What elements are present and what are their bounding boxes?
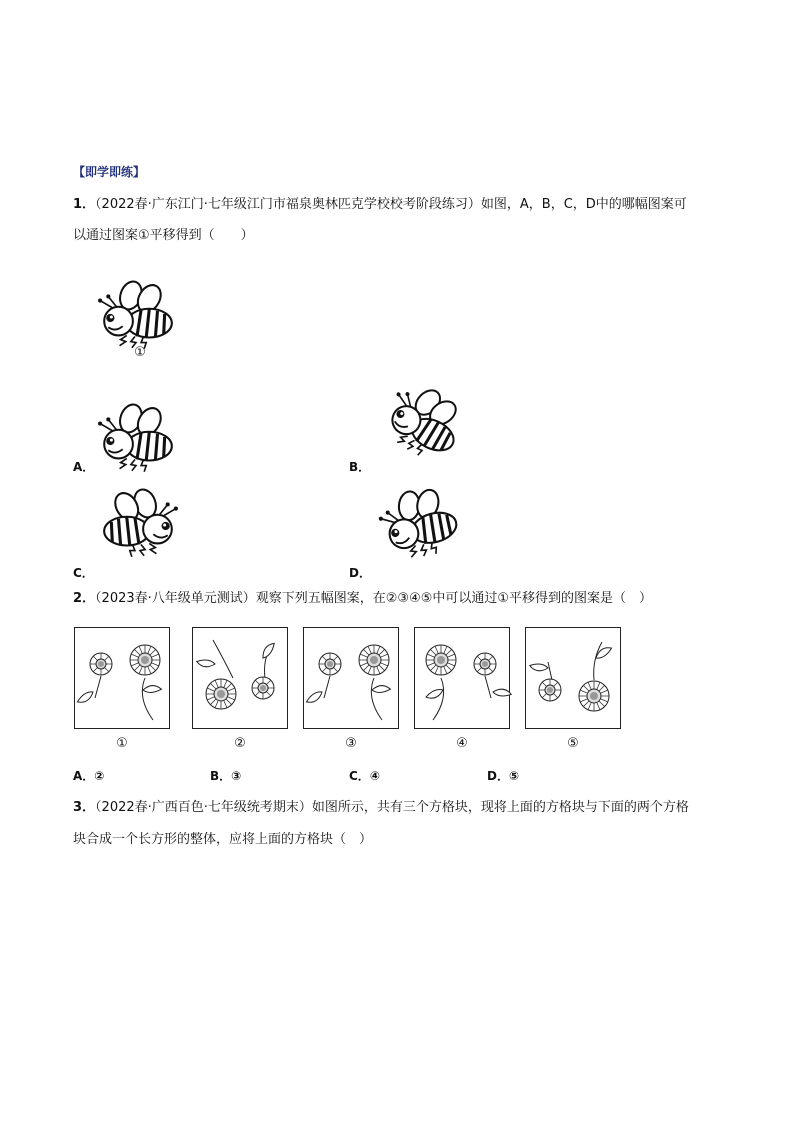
q2-option-c-value: ④ — [369, 769, 380, 783]
q2-option-a-value: ② — [94, 769, 105, 783]
q1-number: 1． — [73, 197, 96, 212]
q2-flowers-3 — [304, 628, 400, 730]
q2-option-c[interactable] — [349, 768, 380, 785]
q1-stem-line2: 以通过图案①平移得到（ ） — [73, 228, 254, 243]
q2-figure-box-2 — [192, 627, 288, 729]
q1-stem-line1: （2022春·广东江门·七年级江门市福泉奥林匹克学校校考阶段练习）如图，A，B，C，D中的哪幅图案可 — [95, 197, 687, 212]
q2-figure-label-1: ① — [116, 736, 128, 751]
q2-flowers-4 — [415, 628, 511, 730]
q2-figure-label-4: ④ — [456, 736, 468, 751]
q2-stem-line1: （2023春·八年级单元测试）观察下列五幅图案，在②③④⑤中可以通过①平移得到的图案是（ ） — [95, 591, 653, 606]
q1-option-d-label[interactable]: D． — [349, 566, 371, 580]
q3-text-line1 — [73, 800, 689, 816]
q2-option-a[interactable] — [73, 768, 104, 785]
q2-figure-label-3: ③ — [345, 736, 357, 751]
q2-number: 2． — [73, 591, 96, 606]
q1-figure-label: ① — [134, 345, 146, 360]
section-heading: 【即学即练】 — [73, 165, 146, 179]
q3-number: 3． — [73, 800, 96, 815]
q2-figure-label-5: ⑤ — [567, 736, 579, 751]
q2-option-d-letter: D． — [487, 769, 509, 783]
q2-option-b[interactable] — [210, 768, 241, 785]
q3-stem-line2: 块合成一个长方形的整体，应将上面的方格块（ ） — [73, 832, 373, 847]
q2-option-d[interactable] — [487, 768, 519, 785]
q1-bee-option-c[interactable] — [98, 490, 180, 562]
q2-option-c-letter: C． — [349, 769, 370, 783]
q2-flowers-2 — [193, 628, 289, 730]
q2-option-b-letter: B． — [210, 769, 232, 783]
q1-text-line1 — [73, 197, 687, 213]
q2-figure-box-5 — [525, 627, 621, 729]
q3-stem-line1: （2022春·广西百色·七年级统考期末）如图所示，共有三个方格块，现将上面的方格块与下面的两个方格 — [95, 800, 689, 815]
q2-text-line1 — [73, 591, 652, 607]
q2-figure-box-3 — [303, 627, 399, 729]
q2-option-d-value: ⑤ — [508, 769, 520, 783]
q2-figure-box-4 — [414, 627, 510, 729]
q2-figure-label-2: ② — [234, 736, 246, 751]
q1-bee-option-d[interactable] — [380, 490, 462, 562]
q2-option-a-letter: A． — [73, 769, 95, 783]
q1-option-b-label[interactable]: B． — [349, 460, 371, 474]
q1-option-a-label[interactable]: A． — [73, 460, 95, 474]
q1-bee-figure-1 — [96, 282, 178, 354]
q2-figure-box-1 — [74, 627, 170, 729]
q1-bee-option-a[interactable] — [96, 405, 178, 477]
q1-option-c-label[interactable]: C． — [73, 566, 94, 580]
q2-flowers-5 — [526, 628, 622, 730]
q1-bee-option-b[interactable] — [384, 385, 464, 465]
q2-flowers-1 — [75, 628, 171, 730]
q2-option-b-value: ③ — [231, 769, 242, 783]
